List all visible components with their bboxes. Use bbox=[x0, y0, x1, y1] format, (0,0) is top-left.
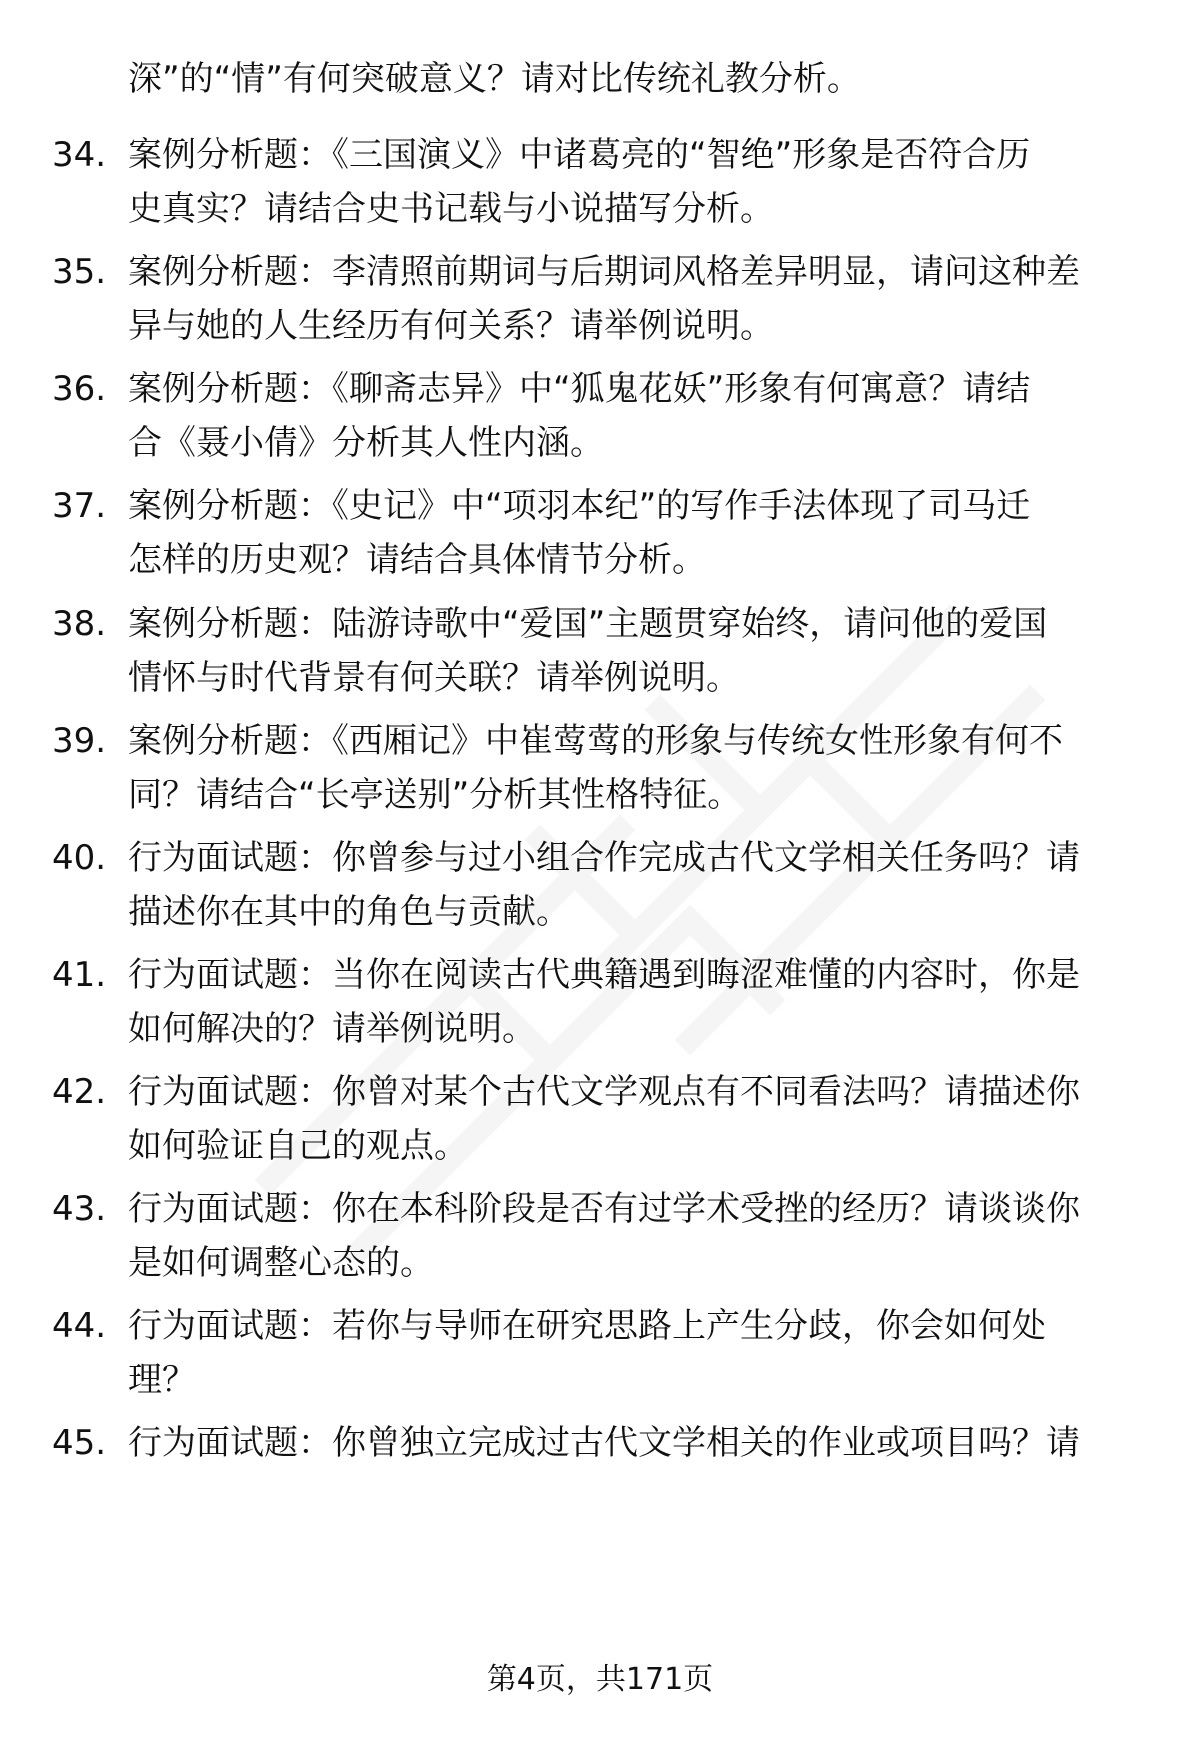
question-text bbox=[128, 597, 1138, 705]
question-line: 史真实？请结合史书记载与小说描写分析。 bbox=[128, 189, 774, 229]
question-item bbox=[0, 948, 1200, 1058]
question-line: 行为面试题：你在本科阶段是否有过学术受挫的经历？请谈谈你 bbox=[128, 1189, 1080, 1229]
question-line: 行为面试题：你曾独立完成过古代文学相关的作业或项目吗？请 bbox=[128, 1423, 1080, 1463]
question-line: 案例分析题：《三国演义》中诸葛亮的“智绝”形象是否符合历 bbox=[128, 135, 1031, 175]
question-text bbox=[128, 714, 1138, 822]
question-line: 同？请结合“长亭送别”分析其性格特征。 bbox=[128, 775, 742, 815]
question-line: 描述你在其中的角色与贡献。 bbox=[128, 892, 570, 932]
question-text bbox=[128, 362, 1138, 470]
question-number: 34. bbox=[52, 135, 107, 175]
question-number: 39. bbox=[52, 721, 107, 761]
question-line: 行为面试题：你曾参与过小组合作完成古代文学相关任务吗？请 bbox=[128, 838, 1080, 878]
question-text bbox=[128, 1299, 1138, 1407]
question-number: 35. bbox=[52, 252, 107, 292]
question-item bbox=[0, 245, 1200, 355]
question-line: 案例分析题：李清照前期词与后期词风格差异明显，请问这种差 bbox=[128, 252, 1080, 292]
question-number: 36. bbox=[52, 369, 107, 409]
question-number: 44. bbox=[52, 1306, 107, 1346]
question-number: 43. bbox=[52, 1189, 107, 1229]
question-line: 案例分析题：《史记》中“项羽本纪”的写作手法体现了司马迁 bbox=[128, 486, 1031, 526]
question-text bbox=[128, 1065, 1138, 1173]
question-text bbox=[128, 948, 1138, 1056]
page-number-footer: 第4页，共171页 bbox=[486, 1662, 714, 1697]
question-item bbox=[0, 597, 1200, 707]
question-line: 异与她的人生经历有何关系？请举例说明。 bbox=[128, 306, 774, 346]
question-text bbox=[128, 479, 1138, 587]
question-item bbox=[0, 128, 1200, 238]
question-number: 38. bbox=[52, 604, 107, 644]
question-number: 37. bbox=[52, 486, 107, 526]
question-continuation: 深”的“情”有何突破意义？请对比传统礼教分析。 bbox=[128, 59, 861, 99]
question-item bbox=[0, 1299, 1200, 1409]
question-line: 理？ bbox=[128, 1360, 196, 1400]
question-number: 42. bbox=[52, 1072, 107, 1112]
question-number: 45. bbox=[52, 1423, 107, 1463]
question-line: 怎样的历史观？请结合具体情节分析。 bbox=[128, 540, 706, 580]
question-item bbox=[0, 714, 1200, 824]
question-line: 是如何调整心态的。 bbox=[128, 1243, 434, 1283]
question-line: 案例分析题：《聊斋志异》中“狐鬼花妖”形象有何寓意？请结 bbox=[128, 369, 1031, 409]
question-text bbox=[128, 1416, 1138, 1470]
question-item bbox=[0, 479, 1200, 589]
question-line: 行为面试题：你曾对某个古代文学观点有不同看法吗？请描述你 bbox=[128, 1072, 1080, 1112]
question-number: 41. bbox=[52, 955, 107, 995]
question-text bbox=[128, 128, 1138, 236]
question-item bbox=[0, 1182, 1200, 1292]
question-number: 40. bbox=[52, 838, 107, 878]
question-line: 如何解决的？请举例说明。 bbox=[128, 1009, 536, 1049]
question-line: 如何验证自己的观点。 bbox=[128, 1126, 468, 1166]
question-item bbox=[0, 362, 1200, 472]
question-line: 合《聂小倩》分析其人性内涵。 bbox=[128, 423, 604, 463]
question-line: 行为面试题：当你在阅读古代典籍遇到晦涩难懂的内容时，你是 bbox=[128, 955, 1080, 995]
question-text bbox=[128, 831, 1138, 939]
question-item bbox=[0, 831, 1200, 941]
question-item bbox=[0, 1065, 1200, 1175]
question-line: 案例分析题：陆游诗歌中“爱国”主题贯穿始终，请问他的爱国 bbox=[128, 604, 1048, 644]
question-text bbox=[128, 245, 1138, 353]
question-item bbox=[0, 1416, 1200, 1526]
question-line: 情怀与时代背景有何关联？请举例说明。 bbox=[128, 658, 740, 698]
question-line: 行为面试题：若你与导师在研究思路上产生分歧，你会如何处 bbox=[128, 1306, 1046, 1346]
question-text bbox=[128, 1182, 1138, 1290]
question-line: 案例分析题：《西厢记》中崔莺莺的形象与传统女性形象有何不 bbox=[128, 721, 1063, 761]
